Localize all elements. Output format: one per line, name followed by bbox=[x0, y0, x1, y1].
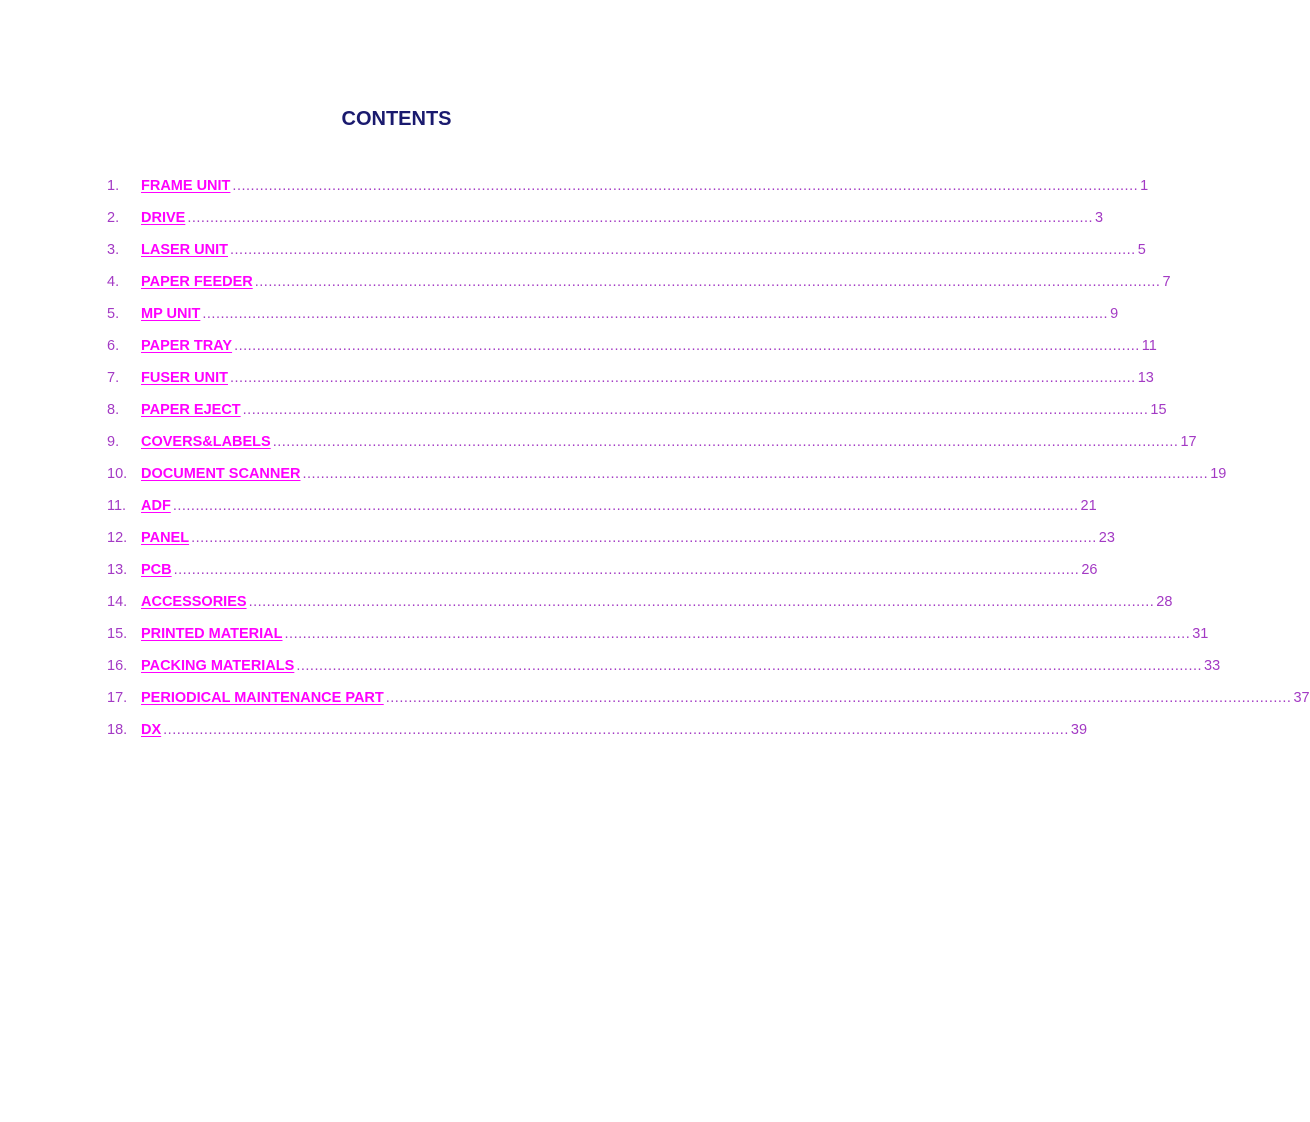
table-of-contents bbox=[107, 175, 1310, 751]
toc-entry bbox=[107, 591, 1173, 623]
toc-entry bbox=[107, 175, 1149, 207]
toc-dot-leader: ........................................................................................................................................................................................................ bbox=[172, 498, 1079, 514]
toc-entry-number: 13. bbox=[107, 562, 128, 578]
toc-entry-number: 1. bbox=[107, 178, 120, 194]
toc-entry bbox=[107, 687, 1310, 719]
toc-entry-page-number: 5 bbox=[1137, 242, 1146, 258]
toc-dot-leader: ........................................................................................................................................................................................................ bbox=[234, 338, 1140, 354]
toc-entry-page-number: 21 bbox=[1080, 498, 1097, 514]
toc-entry-page-number: 28 bbox=[1156, 594, 1173, 610]
toc-entry bbox=[107, 527, 1115, 559]
toc-entry-page-number: 13 bbox=[1137, 370, 1154, 386]
toc-entry-page-number: 15 bbox=[1150, 402, 1167, 418]
toc-entry-link[interactable]: ACCESSORIES bbox=[141, 594, 247, 610]
toc-dot-leader: ........................................................................................................................................................................................................ bbox=[232, 178, 1139, 194]
toc-entry-page-number: 1 bbox=[1140, 178, 1149, 194]
toc-entry-number: 10. bbox=[107, 466, 128, 482]
toc-dot-leader: ........................................................................................................................................................................................................ bbox=[385, 690, 1292, 706]
page-title: CONTENTS bbox=[341, 108, 452, 130]
toc-entry-number: 14. bbox=[107, 594, 128, 610]
toc-entry-link[interactable]: PAPER TRAY bbox=[141, 338, 233, 354]
toc-entry-number: 11. bbox=[107, 498, 127, 514]
toc-entry-page-number: 17 bbox=[1180, 434, 1197, 450]
toc-entry-link[interactable]: PERIODICAL MAINTENANCE PART bbox=[141, 690, 384, 706]
toc-entry bbox=[107, 719, 1088, 751]
toc-entry-link[interactable]: PACKING MATERIALS bbox=[141, 658, 295, 674]
toc-entry bbox=[107, 239, 1146, 271]
toc-dot-leader: ........................................................................................................................................................................................................ bbox=[284, 626, 1191, 642]
toc-entry bbox=[107, 623, 1209, 655]
toc-entry bbox=[107, 655, 1221, 687]
toc-entry-number: 2. bbox=[107, 210, 120, 226]
toc-entry-page-number: 11 bbox=[1141, 338, 1157, 354]
toc-entry-link[interactable]: DRIVE bbox=[141, 210, 186, 226]
toc-entry-page-number: 26 bbox=[1081, 562, 1098, 578]
toc-entry-link[interactable]: MP UNIT bbox=[141, 306, 201, 322]
toc-entry bbox=[107, 207, 1104, 239]
toc-entry-number: 9. bbox=[107, 434, 120, 450]
toc-dot-leader: ........................................................................................................................................................................................................ bbox=[191, 530, 1097, 546]
toc-entry-page-number: 37 bbox=[1293, 690, 1310, 706]
toc-dot-leader: ........................................................................................................................................................................................................ bbox=[272, 434, 1179, 450]
toc-entry-number: 3. bbox=[107, 242, 120, 258]
toc-entry-page-number: 31 bbox=[1192, 626, 1209, 642]
toc-entry-number: 12. bbox=[107, 530, 128, 546]
toc-entry bbox=[107, 463, 1227, 495]
toc-dot-leader: ........................................................................................................................................................................................................ bbox=[296, 658, 1203, 674]
toc-entry bbox=[107, 367, 1154, 399]
toc-entry-link[interactable]: PANEL bbox=[141, 530, 190, 546]
toc-entry bbox=[107, 431, 1197, 463]
toc-entry-number: 17. bbox=[107, 690, 128, 706]
toc-entry-page-number: 39 bbox=[1070, 722, 1088, 738]
toc-dot-leader: ........................................................................................................................................................................................................ bbox=[163, 722, 1069, 738]
toc-dot-leader: ........................................................................................................................................................................................................ bbox=[173, 562, 1080, 578]
toc-entry-link[interactable]: FUSER UNIT bbox=[141, 370, 228, 386]
toc-dot-leader: ........................................................................................................................................................................................................ bbox=[248, 594, 1155, 610]
toc-entry-link[interactable]: PAPER FEEDER bbox=[141, 274, 253, 290]
toc-dot-leader: ........................................................................................................................................................................................................ bbox=[302, 466, 1209, 482]
toc-entry-page-number: 33 bbox=[1204, 658, 1221, 674]
toc-entry-link[interactable]: DX bbox=[141, 722, 162, 738]
toc-entry-number: 5. bbox=[107, 306, 120, 322]
toc-entry bbox=[107, 303, 1119, 335]
toc-dot-leader: ........................................................................................................................................................................................................ bbox=[242, 402, 1149, 418]
toc-entry-link[interactable]: PRINTED MATERIAL bbox=[141, 626, 283, 642]
toc-dot-leader: ........................................................................................................................................................................................................ bbox=[230, 370, 1136, 386]
toc-entry-number: 18. bbox=[107, 722, 128, 738]
toc-dot-leader: ........................................................................................................................................................................................................ bbox=[202, 306, 1109, 322]
toc-entry bbox=[107, 335, 1157, 367]
toc-entry-link[interactable]: COVERS&LABELS bbox=[141, 434, 271, 450]
toc-entry-link[interactable]: FRAME UNIT bbox=[141, 178, 231, 194]
toc-entry-link[interactable]: PCB bbox=[141, 562, 172, 578]
toc-entry-number: 16. bbox=[107, 658, 128, 674]
toc-entry-link[interactable]: PAPER EJECT bbox=[141, 402, 241, 418]
toc-entry bbox=[107, 399, 1167, 431]
toc-dot-leader: ........................................................................................................................................................................................................ bbox=[187, 210, 1094, 226]
toc-entry-number: 4. bbox=[107, 274, 120, 290]
toc-entry-page-number: 9 bbox=[1110, 306, 1119, 322]
toc-entry bbox=[107, 559, 1098, 591]
toc-entry-page-number: 7 bbox=[1162, 274, 1171, 290]
toc-entry-number: 6. bbox=[107, 338, 120, 354]
toc-entry bbox=[107, 495, 1097, 527]
toc-entry bbox=[107, 271, 1171, 303]
toc-entry-link[interactable]: DOCUMENT SCANNER bbox=[141, 466, 301, 482]
toc-entry-number: 15. bbox=[107, 626, 128, 642]
toc-entry-number: 8. bbox=[107, 402, 120, 418]
toc-entry-page-number: 19 bbox=[1210, 466, 1227, 482]
toc-dot-leader: ........................................................................................................................................................................................................ bbox=[230, 242, 1136, 258]
toc-entry-number: 7. bbox=[107, 370, 120, 386]
toc-dot-leader: ........................................................................................................................................................................................................ bbox=[254, 274, 1161, 290]
toc-entry-page-number: 3 bbox=[1095, 210, 1104, 226]
toc-entry-page-number: 23 bbox=[1098, 530, 1115, 546]
toc-entry-link[interactable]: ADF bbox=[141, 498, 171, 514]
toc-entry-link[interactable]: LASER UNIT bbox=[141, 242, 228, 258]
